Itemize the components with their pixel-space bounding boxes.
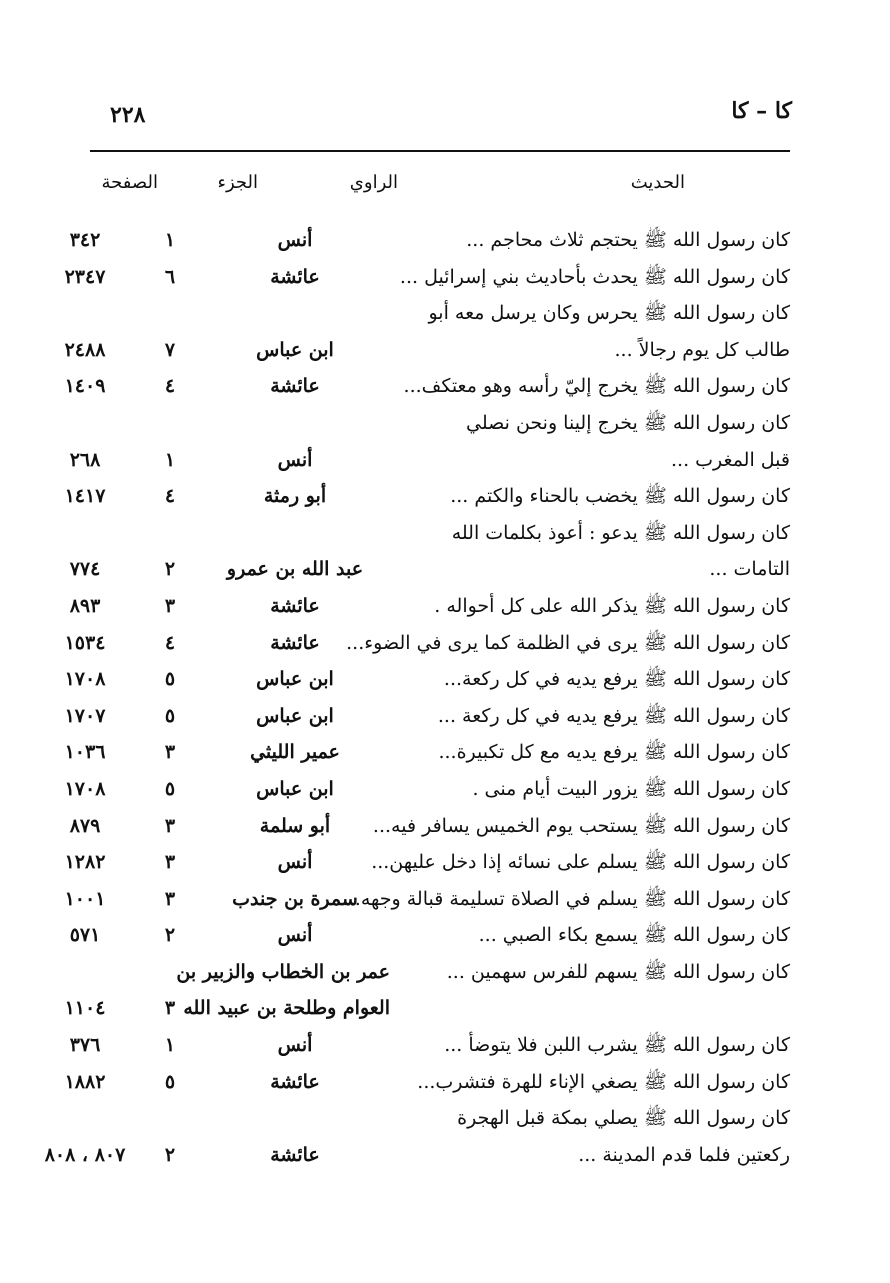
juz-number: ٤ bbox=[164, 375, 176, 398]
hadith-text: كان رسول الله ﷺ يحتجم ثلاث محاجم ... bbox=[466, 229, 790, 251]
hadith-text: كان رسول الله ﷺ يسمع بكاء الصبي ... bbox=[478, 924, 790, 947]
rawi-name: عائشة bbox=[270, 375, 320, 398]
juz-number: ٥ bbox=[164, 777, 176, 800]
table-row bbox=[64, 844, 790, 881]
table-row bbox=[69, 917, 790, 954]
column-header-page: الصفحة bbox=[101, 172, 158, 193]
page-ref: ٧٧٤ bbox=[69, 558, 101, 581]
page-ref: ٥٧١ bbox=[69, 924, 101, 947]
column-headers bbox=[90, 168, 790, 202]
rawi-name: أنس bbox=[277, 1034, 313, 1057]
table-row bbox=[64, 368, 790, 405]
column-header-juz: الجزء bbox=[217, 172, 258, 193]
page-ref: ١٨٨٢ bbox=[64, 1070, 106, 1093]
rawi-name: عائشة bbox=[270, 594, 320, 617]
hadith-text: كان رسول الله ﷺ يسلم في الصلاة تسليمة قبالة وجهه... bbox=[342, 887, 790, 910]
page-ref: ٨٠٧ ، ٨٠٨ bbox=[44, 1143, 126, 1166]
hadith-text: كان رسول الله ﷺ يحدث بأحاديث بني إسرائيل ... bbox=[399, 265, 790, 288]
hadith-text: كان رسول الله ﷺ يرفع يديه مع كل تكبيرة... bbox=[438, 741, 790, 764]
table-row bbox=[64, 1064, 790, 1101]
table-row bbox=[44, 1137, 790, 1174]
hadith-text: كان رسول الله ﷺ يصلي بمكة قبل الهجرة bbox=[457, 1107, 790, 1130]
hadith-text: كان رسول الله ﷺ يرفع يديه في كل ركعة... bbox=[443, 668, 790, 691]
hadith-text: كان رسول الله ﷺ يخرج إلينا ونحن نصلي bbox=[466, 411, 790, 434]
juz-number: ٥ bbox=[164, 1070, 176, 1093]
table-row bbox=[90, 954, 790, 991]
table-row bbox=[69, 588, 790, 625]
table-row bbox=[64, 625, 790, 662]
table-row bbox=[64, 661, 790, 698]
rawi-name: أنس bbox=[277, 448, 313, 471]
rawi-name: عائشة bbox=[270, 265, 320, 288]
section-mark: كا – كا bbox=[731, 98, 792, 124]
page-ref: ١٧٠٨ bbox=[64, 668, 106, 691]
hadith-text: طالب كل يوم رجالاً ... bbox=[614, 338, 790, 361]
column-header-hadith: الحديث bbox=[630, 172, 685, 193]
hadith-text: كان رسول الله ﷺ يذكر الله على كل أحواله . bbox=[434, 594, 790, 617]
table-row bbox=[69, 222, 790, 259]
hadith-text: كان رسول الله ﷺ يشرب اللبن فلا يتوضأ ... bbox=[444, 1034, 790, 1057]
hadith-text: كان رسول الله ﷺ يصغي الإناء للهرة فتشرب... bbox=[417, 1070, 790, 1093]
table-row bbox=[64, 771, 790, 808]
running-head bbox=[88, 96, 792, 136]
juz-number: ٢ bbox=[164, 558, 176, 581]
page-ref: ٢٦٨ bbox=[69, 448, 101, 471]
page-ref: ١٧٠٧ bbox=[64, 704, 106, 727]
page-ref: ١١٠٤ bbox=[64, 997, 106, 1020]
hadith-text: كان رسول الله ﷺ يرى في الظلمة كما يرى في الضوء... bbox=[346, 631, 790, 654]
rawi-name: سمرة بن جندب bbox=[232, 887, 358, 910]
table-row bbox=[64, 478, 790, 515]
table-row bbox=[69, 442, 790, 479]
table-row bbox=[90, 295, 790, 332]
table-row bbox=[69, 808, 790, 845]
juz-number: ٦ bbox=[164, 265, 176, 288]
hadith-text: كان رسول الله ﷺ يسهم للفرس سهمين ... bbox=[446, 960, 790, 983]
juz-number: ٤ bbox=[164, 631, 176, 654]
page-ref: ١٠٠١ bbox=[64, 887, 106, 910]
rawi-name: عمير الليثي bbox=[250, 741, 340, 764]
juz-number: ٣ bbox=[164, 997, 176, 1020]
juz-number: ٣ bbox=[164, 887, 176, 910]
juz-number: ١ bbox=[164, 1034, 176, 1057]
table-row bbox=[64, 259, 790, 296]
page-ref: ١٧٠٨ bbox=[64, 777, 106, 800]
juz-number: ٢ bbox=[164, 924, 176, 947]
table-row bbox=[64, 881, 790, 918]
hadith-text: كان رسول الله ﷺ يستحب يوم الخميس يسافر فيه... bbox=[372, 814, 790, 837]
juz-number: ٣ bbox=[164, 814, 176, 837]
page-ref: ٣٧٦ bbox=[69, 1034, 101, 1057]
rawi-name: أبو سلمة bbox=[259, 814, 331, 837]
hadith-text: كان رسول الله ﷺ يخرج إليّ رأسه وهو معتكف... bbox=[403, 375, 790, 398]
hadith-text: كان رسول الله ﷺ يرفع يديه في كل ركعة ... bbox=[437, 704, 790, 727]
page-ref: ١٢٨٢ bbox=[64, 851, 106, 874]
page-ref: ١٤١٧ bbox=[64, 485, 106, 508]
juz-number: ٥ bbox=[164, 704, 176, 727]
rawi-name: أنس bbox=[277, 229, 313, 251]
table-row bbox=[69, 551, 790, 588]
juz-number: ٧ bbox=[164, 338, 176, 361]
hadith-text: كان رسول الله ﷺ يزور البيت أيام منى . bbox=[472, 777, 790, 800]
rawi-name: عائشة bbox=[270, 1070, 320, 1093]
hadith-text: كان رسول الله ﷺ يخضب بالحناء والكتم ... bbox=[450, 485, 790, 508]
rawi-name: ابن عباس bbox=[256, 668, 334, 691]
page-ref: ٨٩٣ bbox=[69, 594, 101, 617]
rawi-name: أبو رمثة bbox=[263, 485, 327, 508]
table-row bbox=[64, 990, 790, 1027]
table-row bbox=[90, 1100, 790, 1137]
juz-number: ١ bbox=[164, 448, 176, 471]
table-row bbox=[90, 515, 790, 552]
juz-number: ٣ bbox=[164, 851, 176, 874]
page-ref: ٢٣٤٧ bbox=[64, 265, 106, 288]
table-row bbox=[64, 734, 790, 771]
table-row bbox=[64, 698, 790, 735]
page-ref: ٣٤٢ bbox=[69, 229, 101, 251]
rawi-name: ابن عباس bbox=[256, 704, 334, 727]
hadith-text: ركعتين فلما قدم المدينة ... bbox=[578, 1143, 790, 1166]
juz-number: ٢ bbox=[164, 1143, 176, 1166]
hadith-text: كان رسول الله ﷺ يدعو : أعوذ بكلمات الله bbox=[451, 521, 790, 544]
header-rule bbox=[90, 150, 790, 152]
page-ref: ١٠٣٦ bbox=[64, 741, 106, 764]
page-ref: ٨٧٩ bbox=[69, 814, 101, 837]
juz-number: ٥ bbox=[164, 668, 176, 691]
rawi-name: عائشة bbox=[270, 1143, 320, 1166]
page-ref: ١٥٣٤ bbox=[64, 631, 106, 654]
rawi-name: ابن عباس bbox=[256, 777, 334, 800]
hadith-text: كان رسول الله ﷺ يحرس وكان يرسل معه أبو bbox=[428, 302, 790, 325]
juz-number: ١ bbox=[164, 229, 176, 251]
juz-number: ٣ bbox=[164, 741, 176, 764]
rawi-name: عبد الله بن عمرو bbox=[226, 558, 364, 581]
rawi-name: أنس bbox=[277, 924, 313, 947]
rawi-name: عائشة bbox=[270, 631, 320, 654]
table-row bbox=[90, 405, 790, 442]
juz-number: ٣ bbox=[164, 594, 176, 617]
page-ref: ٢٤٨٨ bbox=[64, 338, 106, 361]
rawi-name: عمر بن الخطاب والزبير بن bbox=[176, 960, 390, 983]
table-row bbox=[64, 332, 790, 369]
rawi-name: ابن عباس bbox=[256, 338, 334, 361]
hadith-text: التامات ... bbox=[709, 558, 790, 581]
column-header-rawi: الراوي bbox=[349, 172, 398, 193]
hadith-text: كان رسول الله ﷺ يسلم على نسائه إذا دخل عليهن... bbox=[371, 851, 790, 874]
table-row bbox=[69, 1027, 790, 1064]
rawi-name: أنس bbox=[277, 851, 313, 874]
page-ref: ١٤٠٩ bbox=[64, 375, 106, 398]
hadith-text: قبل المغرب ... bbox=[671, 448, 790, 471]
page-number: ٢٢٨ bbox=[110, 102, 146, 128]
hadith-index-table bbox=[44, 222, 790, 1173]
rawi-name: العوام وطلحة بن عبيد الله bbox=[183, 997, 390, 1020]
juz-number: ٤ bbox=[164, 485, 176, 508]
